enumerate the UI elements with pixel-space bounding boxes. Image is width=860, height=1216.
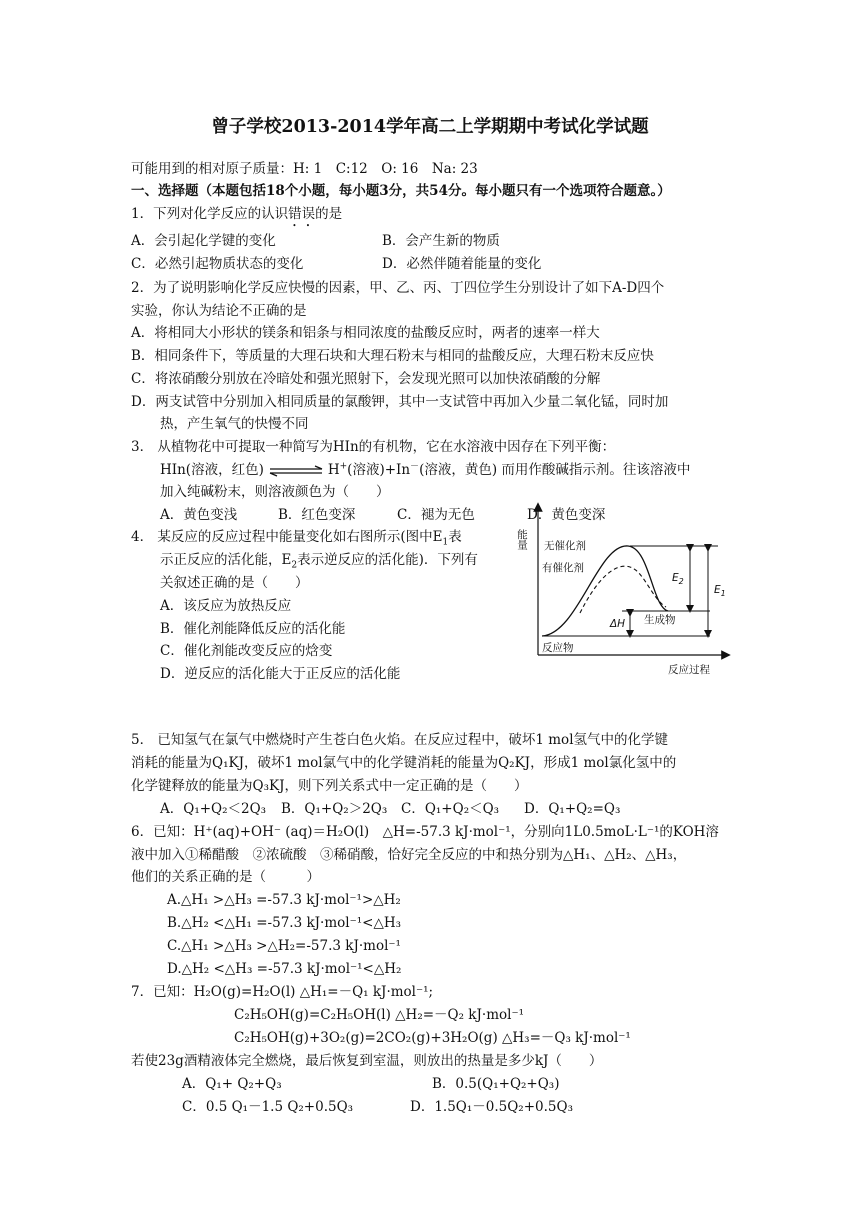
- question-4-stem-line1: 4． 某反应的反应过程中能量变化如右图所示(图中$E_1$表: [131, 529, 462, 548]
- question-1-option-a: A．会引起化学键的变化: [131, 233, 276, 249]
- y-axis-label: 能量: [516, 529, 528, 550]
- question-3-option-d: D．黄色变深: [527, 507, 606, 523]
- question-7-option-b: B．0.5(Q₁+Q₂+Q₃): [432, 1076, 560, 1092]
- e2-label: $E_2$: [672, 572, 684, 586]
- question-3-option-b: B．红色变深: [278, 507, 356, 523]
- question-3-option-a: A．黄色变浅: [160, 507, 238, 523]
- emphasis-text: 错误: [288, 206, 316, 222]
- catalyst-curve: [580, 566, 666, 613]
- no-catalyst-label: 无催化剂: [544, 540, 586, 552]
- question-6-option-c: C.△H₁ >△H₃ >△H₂=-57.3 kJ·mol⁻¹: [167, 938, 401, 954]
- section-heading: 一、选择题（本题包括18个小题，每小题3分，共54分。每小题只有一个选项符合题意。）: [131, 183, 671, 199]
- question-7-stem-line4: 若使23g酒精液体完全燃烧，最后恢复到室温，则放出的热量是多少kJ（ ）: [131, 1053, 603, 1069]
- question-5-option-a: A．Q₁+Q₂＜2Q₃: [160, 801, 267, 817]
- question-1-stem: 1．下列对化学反应的认识错误的是: [131, 206, 343, 222]
- question-6-stem-line3: 他们的关系正确的是（ ）: [131, 869, 320, 885]
- page-title: 曾子学校2013-2014学年高二上学期期中考试化学试题: [211, 117, 649, 137]
- question-5-stem-line3: 化学键释放的能量为Q₃KJ，则下列关系式中一定正确的是（ ）: [131, 778, 528, 794]
- question-2-option-d-line2: 热，产生氧气的快慢不同: [160, 416, 309, 432]
- question-5-option-c: C．Q₁+Q₂＜Q₃: [401, 801, 500, 817]
- product-label: 生成物: [644, 614, 676, 626]
- question-2-option-c: C．将浓硝酸分别放在冷暗处和强光照射下，会发现光照可以加快浓硝酸的分解: [131, 371, 601, 387]
- question-7-option-c: C．0.5 Q₁－1.5 Q₂+0.5Q₃: [182, 1099, 354, 1115]
- question-6-option-b: B.△H₂ <△H₁ =-57.3 kJ·mol⁻¹<△H₃: [167, 915, 402, 931]
- question-7-equation-2: C₂H₅OH(g)=C₂H₅OH(l) △H₂=－Q₂ kJ·mol⁻¹: [234, 1007, 524, 1023]
- question-4-option-c: C．催化剂能改变反应的焓变: [160, 643, 333, 659]
- question-5-option-b: B．Q₁+Q₂＞2Q₃: [281, 801, 388, 817]
- question-4-option-b: B．催化剂能降低反应的活化能: [160, 621, 346, 637]
- question-3-stem-line1: 3． 从植物花中可提取一种简写为HIn的有机物，它在水溶液中因存在下列平衡：: [131, 439, 616, 455]
- question-2-option-a: A．将相同大小形状的镁条和铝条与相同浓度的盐酸反应时，两者的速率一样大: [131, 325, 600, 341]
- question-2-option-d-line1: D．两支试管中分别加入相同质量的氯酸钾，其中一支试管中再加入少量二氧化锰，同时加: [131, 394, 669, 410]
- question-5-stem-line2: 消耗的能量为Q₁KJ，破坏1 mol氯气中的化学键消耗的能量为Q₂KJ，形成1 mol氯化氢中的: [131, 755, 677, 771]
- question-3-stem-line3: 加入纯碱粉末，则溶液颜色为（ ）: [160, 484, 390, 500]
- question-7-stem-line1: 7．已知：H₂O(g)=H₂O(l) △H₁=－Q₁ kJ·mol⁻¹;: [131, 984, 434, 1000]
- question-4-stem-line3: 关叙述正确的是（ ）: [160, 575, 309, 591]
- question-5-stem-line1: 5． 已知氢气在氯气中燃烧时产生苍白色火焰。在反应过程中，破坏1 mol氢气中的化学键: [131, 732, 669, 748]
- question-7-option-d: D．1.5Q₁－0.5Q₂+0.5Q₃: [410, 1099, 573, 1115]
- question-2-stem-line1: 2．为了说明影响化学反应快慢的因素，甲、乙、丙、丁四位学生分别设计了如下A-D四个: [131, 280, 665, 296]
- energy-profile-diagram: [518, 503, 738, 681]
- atomic-masses: 可能用到的相对原子质量：H: 1 C:12 O: 16 Na: 23: [131, 161, 478, 177]
- question-2-option-b: B．相同条件下，等质量的大理石块和大理石粉末与相同的盐酸反应，大理石粉末反应快: [131, 348, 654, 364]
- question-1-option-b: B．会产生新的物质: [382, 233, 500, 249]
- question-3-equilibrium: HIn(溶液，红色) H+(溶液)+In－(溶液，黄色) 而用作酸碱指示剂。往该溶液中: [160, 461, 691, 478]
- equilibrium-arrow-icon: [268, 466, 324, 476]
- catalyst-label: 有催化剂: [542, 562, 584, 574]
- question-3-option-c: C．褪为无色: [397, 507, 475, 523]
- question-1-option-c: C．必然引起物质状态的变化: [131, 256, 304, 272]
- question-7-equation-3: C₂H₅OH(g)+3O₂(g)=2CO₂(g)+3H₂O(g) △H₃=－Q₃ kJ·mol⁻¹: [234, 1030, 631, 1046]
- question-7-option-a: A．Q₁+ Q₂+Q₃: [182, 1076, 282, 1092]
- question-2-stem-line2: 实验，你认为结论不正确的是: [131, 303, 307, 319]
- e1-label: $E_1$: [714, 584, 726, 598]
- question-6-stem-line2: 液中加入①稀醋酸 ②浓硫酸 ③稀硝酸，恰好完全反应的中和热分别为△H₁、△H₂、△H₃，: [131, 847, 687, 863]
- question-1-option-d: D．必然伴随着能量的变化: [382, 256, 542, 272]
- question-4-stem-line2: 示正反应的活化能，$E_2$表示逆反应的活化能)．下列有: [160, 552, 478, 571]
- question-6-stem-line1: 6．已知：H⁺(aq)+OH⁻ (aq)＝H₂O(l) △H=-57.3 kJ·mol⁻¹，分别向1L0.5moL·L⁻¹的KOH溶: [131, 824, 719, 840]
- question-6-option-d: D.△H₂ <△H₃ =-57.3 kJ·mol⁻¹<△H₂: [167, 961, 402, 977]
- question-5-option-d: D．Q₁+Q₂=Q₃: [524, 801, 621, 817]
- question-4-option-d: D．逆反应的活化能大于正反应的活化能: [160, 666, 401, 682]
- dh-label: ΔH: [610, 618, 626, 630]
- x-axis-label: 反应过程: [668, 664, 710, 676]
- reactant-label: 反应物: [542, 642, 574, 654]
- question-4-option-a: A．该反应为放热反应: [160, 598, 292, 614]
- question-6-option-a: A.△H₁ >△H₃ =-57.3 kJ·mol⁻¹>△H₂: [167, 892, 401, 908]
